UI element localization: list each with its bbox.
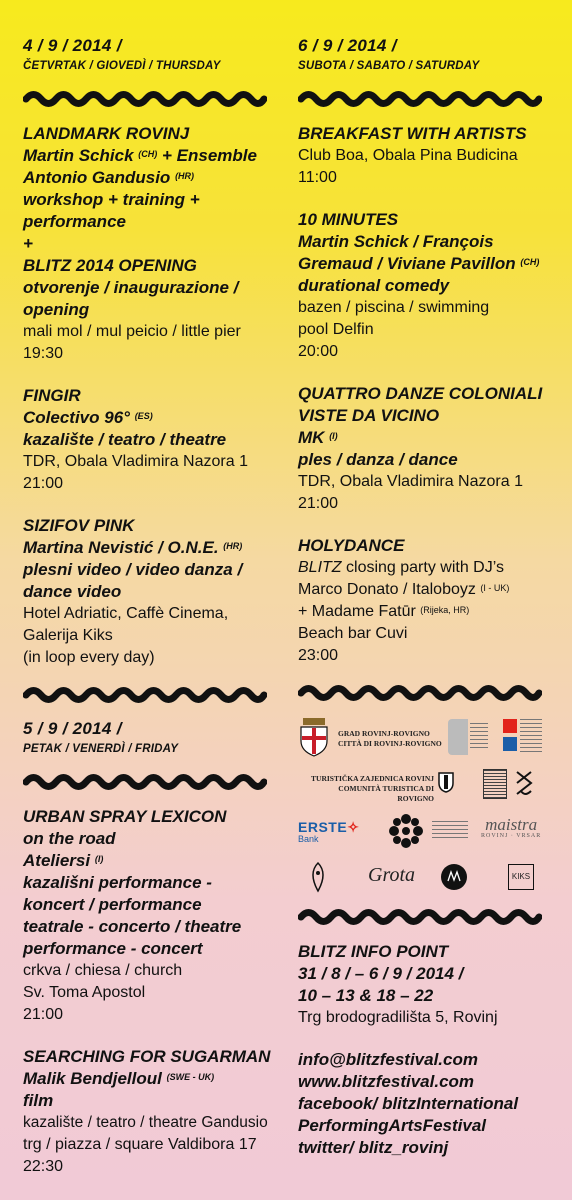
event-title: 10 MINUTES: [298, 210, 399, 229]
event-plus: +: [23, 234, 33, 253]
event-venue: TDR, Obala Vladimira Nazora 1: [298, 473, 523, 490]
event-type-3: teatrale - concerto / theatre: [23, 917, 242, 936]
event-time: 21:00: [23, 1006, 64, 1023]
maistra-logo: maistra ROVINJ · VRSAR: [481, 815, 542, 839]
event-type-2: performance: [23, 212, 126, 231]
event-urban-spray-lexicon: [23, 806, 285, 1026]
event-time: 23:00: [298, 647, 339, 664]
info-point: [298, 941, 560, 1029]
opening-line-2: opening: [23, 300, 90, 319]
event-title-2: VISTE DA VICINO: [298, 406, 440, 425]
kiks-logo: KIKS: [508, 864, 534, 890]
event-venue-2: pool Delfin: [298, 321, 374, 338]
event-title: URBAN SPRAY LEXICON: [23, 807, 227, 826]
event-note: (in loop every day): [23, 649, 155, 666]
info-hours: 10 – 13 & 18 – 22: [298, 986, 434, 1005]
event-artist: Martin Schick / François: [298, 232, 494, 251]
contact-block: [298, 1049, 560, 1159]
sponsor-logos: [298, 717, 560, 907]
event-searching-for-sugarman: [23, 1046, 285, 1178]
info-title: BLITZ INFO POINT: [298, 942, 449, 961]
date-5-9: 5 / 9 / 2014 /: [23, 719, 122, 738]
event-type-2: dance video: [23, 582, 122, 601]
erste-logo: ERSTE✧ Bank: [298, 819, 359, 844]
event-title: LANDMARK ROVINJ: [23, 124, 190, 143]
grad-rovinj-logo-text: GRAD ROVINJ-ROVIGNO CITTÀ DI ROVINJ-ROVIGNO: [338, 729, 442, 748]
event-venue-2: Galerija Kiks: [23, 627, 113, 644]
tz-crest-icon: [438, 771, 454, 793]
wave-divider-icon: [298, 89, 542, 109]
event-artist-2: Antonio Gandusio $^{(HR)}$: [23, 168, 195, 187]
twitter-link[interactable]: twitter/ blitz_rovinj: [298, 1138, 449, 1157]
left-column: [23, 36, 285, 1198]
event-artist-2: Gremaud / Viviane Pavillon $^{(CH)}$: [298, 254, 540, 273]
circle-logo-icon: [440, 863, 468, 891]
event-time: 21:00: [23, 475, 64, 492]
event-type: film: [23, 1091, 54, 1110]
event-time: 19:30: [23, 345, 64, 362]
event-venue-2: Sv. Toma Apostol: [23, 984, 146, 1001]
facebook-link-2[interactable]: PerformingArtsFestival: [298, 1116, 486, 1135]
event-sizifov-pink: [23, 515, 285, 669]
event-type: durational comedy: [298, 276, 450, 295]
event-fingir: [23, 385, 285, 495]
event-title: BREAKFAST WITH ARTISTS: [298, 124, 527, 143]
event-type-4: performance - concert: [23, 939, 203, 958]
email-link[interactable]: info@blitzfestival.com: [298, 1050, 478, 1069]
event-line-2: Marco Donato / Italoboyz $^{(I - UK)}$: [298, 581, 510, 598]
flower-logo-icon: [388, 813, 424, 849]
event-venue: Beach bar Cuvi: [298, 625, 408, 642]
ministry-logo-icon: [503, 719, 517, 733]
wave-divider-icon: [298, 907, 542, 927]
info-dates: 31 / 8 / – 6 / 9 / 2014 /: [298, 964, 464, 983]
opening-title: BLITZ 2014 OPENING: [23, 256, 197, 275]
institute-logo-icon: [448, 719, 468, 755]
event-line-1: BLITZ closing party with DJ’s: [298, 559, 504, 576]
scissors-logo-icon: [513, 769, 535, 797]
event-line-3: + Madame Fatūr $^{(Rijeka, HR)}$: [298, 603, 470, 620]
event-landmark-rovinj: [23, 123, 285, 365]
event-venue: Hotel Adriatic, Caffè Cinema,: [23, 605, 229, 622]
website-link[interactable]: www.blitzfestival.com: [298, 1072, 475, 1091]
date-4-9: 4 / 9 / 2014 /: [23, 36, 122, 55]
event-title: QUATTRO DANZE COLONIALI: [298, 384, 543, 403]
event-title: SEARCHING FOR SUGARMAN: [23, 1047, 271, 1066]
event-10-minutes: [298, 209, 560, 363]
event-title: SIZIFOV PINK: [23, 516, 135, 535]
wave-divider-icon: [23, 772, 267, 792]
istria-logo-icon: [483, 769, 507, 799]
date-6-9: 6 / 9 / 2014 /: [298, 36, 397, 55]
event-artist: Martin Schick $^{(CH)}$ + Ensemble: [23, 146, 257, 165]
event-title: HOLYDANCE: [298, 536, 405, 555]
event-breakfast-with-artists: [298, 123, 560, 189]
event-time: 21:00: [298, 495, 339, 512]
right-column: [298, 36, 560, 1159]
event-time: 11:00: [298, 169, 337, 186]
event-type: kazalište / teatro / theatre: [23, 430, 227, 449]
wave-divider-icon: [23, 89, 267, 109]
event-time: 20:00: [298, 343, 339, 360]
event-venue: Club Boa, Obala Pina Budicina: [298, 147, 518, 164]
event-artist: MK $^{(I)}$: [298, 428, 338, 447]
weekday-saturday: SUBOTA / SABATO / SATURDAY: [298, 60, 480, 72]
opening-line-1: otvorenje / inaugurazione /: [23, 278, 239, 297]
event-artist: Malik Bendjelloul $^{(SWE - UK)}$: [23, 1069, 215, 1088]
weekday-friday: PETAK / VENERDÌ / FRIDAY: [23, 743, 179, 755]
facebook-link[interactable]: facebook/ blitzInternational: [298, 1094, 519, 1113]
event-type: plesni video / video danza /: [23, 560, 243, 579]
fish-logo-icon: [306, 861, 330, 893]
event-time: 22:30: [23, 1158, 64, 1175]
event-venue: crkva / chiesa / church: [23, 962, 183, 979]
ministry-logo-lines: [520, 719, 542, 755]
event-type: workshop + training +: [23, 190, 200, 209]
event-holydance: [298, 535, 560, 667]
event-venue: bazen / piscina / swimming: [298, 299, 490, 316]
event-venue-2: trg / piazza / square Valdibora 17: [23, 1136, 257, 1153]
event-subtitle: on the road: [23, 829, 116, 848]
event-title: FINGIR: [23, 386, 81, 405]
wave-divider-icon: [298, 683, 542, 703]
event-artist: Colectivo 96° $^{(ES)}$: [23, 408, 153, 427]
erste-logo-icon: ✧: [347, 819, 359, 835]
event-artist: Ateliersi $^{(I)}$: [23, 851, 104, 870]
ministry-logo-icon-2: [503, 737, 517, 751]
event-venue: kazalište / teatro / theatre Gandusio: [23, 1114, 268, 1131]
event-type: ples / danza / dance: [298, 450, 458, 469]
event-venue: TDR, Obala Vladimira Nazora 1: [23, 453, 248, 470]
event-artist: Martina Nevistić / O.N.E. $^{(HR)}$: [23, 538, 243, 557]
event-type: kazališni performance -: [23, 873, 212, 892]
event-quattro-danze-coloniali: [298, 383, 560, 515]
weekday-thursday: ČETVRTAK / GIOVEDÌ / THURSDAY: [23, 60, 221, 72]
rovinj-coat-of-arms-icon: [298, 717, 330, 757]
info-address: Trg brodogradilišta 5, Rovinj: [298, 1009, 498, 1026]
event-venue: mali mol / mul peicio / little pier: [23, 323, 241, 340]
event-type-2: koncert / performance: [23, 895, 202, 914]
wave-divider-icon: [23, 685, 267, 705]
institute-logo-lines: [470, 723, 488, 751]
grota-logo: Grota: [368, 864, 416, 886]
community-logo-lines: [432, 821, 468, 841]
tz-rovinj-logo-text: TURISTIČKA ZAJEDNICA ROVINJ COMUNITÀ TURISTICA DI ROVIGNO: [311, 774, 434, 803]
